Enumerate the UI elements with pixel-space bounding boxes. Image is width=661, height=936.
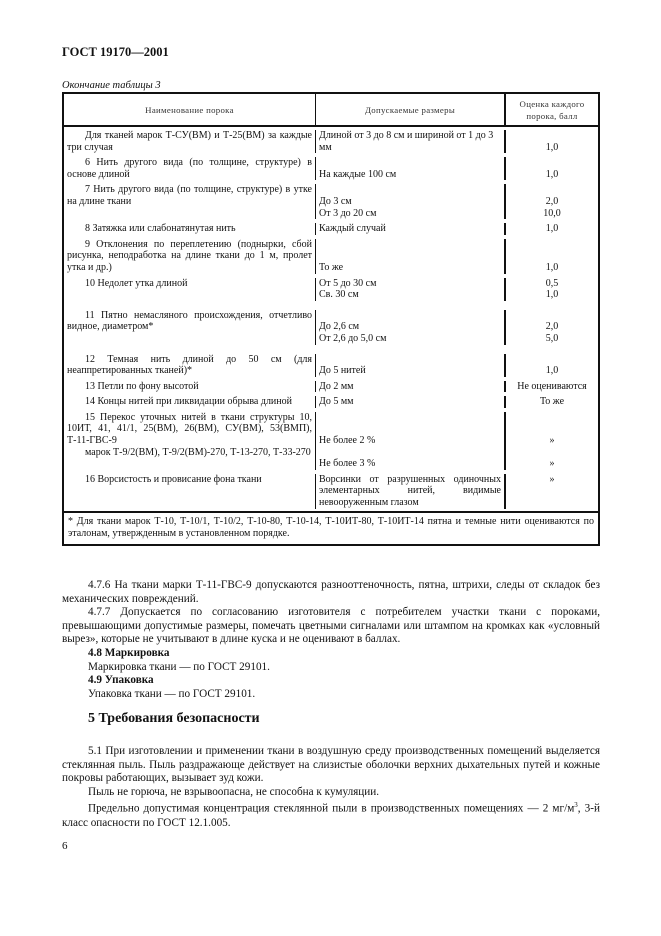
allowed-size: Св. 30 см <box>319 289 359 301</box>
table-row <box>64 235 598 274</box>
section-5-title: 5 Требования безопасности <box>88 711 260 726</box>
allowed-size: Не более 2 % <box>319 435 376 447</box>
allowed-size: От 3 до 20 см <box>319 207 377 219</box>
score: 1,0 <box>545 261 559 273</box>
body-text-section-4 <box>62 579 600 701</box>
score: 2,0 <box>545 321 559 333</box>
score: 1,0 <box>545 168 559 180</box>
defect-name: 8 Затяжка или слабонатянутая нить <box>64 223 316 235</box>
table-row <box>64 470 598 511</box>
column-header-defect-name: Наименование порока <box>64 94 316 125</box>
table-row <box>64 127 598 153</box>
score: 5,0 <box>545 332 559 344</box>
defect-name: 14 Концы нитей при ликвидации обрыва длиной <box>64 396 316 408</box>
defect-name: 9 Отклонения по переплетению (поднырки, сбой рисунка, неподработка на длине ткани до 1 м, пролет утка и др.) <box>64 239 316 274</box>
allowed-size: До 3 см <box>319 195 352 207</box>
table-footnote: * Для ткани марок Т-10, Т-10/1, Т-10/2, Т-10-80, Т-10-14, Т-10ИТ-80, Т-10ИТ-14 пятна и темные нити оцениваются по эталонам, утвержденным в установленном порядке. <box>64 511 598 544</box>
table-body <box>64 127 598 511</box>
paragraph-4-8: Маркировка ткани — по ГОСТ 29101. <box>88 660 270 673</box>
table-row <box>64 180 598 219</box>
allowed-size: От 2,6 до 5,0 см <box>319 332 387 344</box>
score: 1,0 <box>545 289 559 301</box>
paragraph-4-7-6: 4.7.6 На ткани марки Т-11-ГВС-9 допускаются разнооттеночность, пятна, штрихи, следы от складок без механических повреждений. <box>62 579 600 605</box>
table-row <box>64 153 598 180</box>
defects-table <box>62 92 600 546</box>
heading-4-9: 4.9 Упаковка <box>88 674 154 687</box>
defect-name: 7 Нить другого вида (по толщине, структуре) в утке на длине ткани <box>64 184 316 219</box>
heading-4-8: 4.8 Маркировка <box>88 646 170 659</box>
table-row <box>64 392 598 408</box>
score: 1,0 <box>545 365 559 377</box>
defect-name: 16 Ворсистость и провисание фона ткани <box>64 474 316 509</box>
table-row <box>64 301 598 345</box>
defect-name: 10 Недолет утка длиной <box>64 278 316 301</box>
allowed-size: Длиной от 3 до 8 см и шириной от 1 до 3 мм <box>316 130 506 153</box>
table-row <box>64 408 598 470</box>
score: 1,0 <box>545 223 559 235</box>
defect-name: Для тканей марок Т-СУ(ВМ) и Т-25(ВМ) за каждые три случая <box>64 130 316 153</box>
allowed-size: До 2,6 см <box>319 321 360 333</box>
body-text-section-5 <box>62 745 600 830</box>
allowed-size: Не более 3 % <box>319 458 376 470</box>
allowed-size: До 5 мм <box>316 396 506 408</box>
allowed-size: То же <box>319 261 344 273</box>
allowed-size: До 2 мм <box>316 381 506 393</box>
defect-name: 12 Темная нить длиной до 50 см (для неаппретированных тканей)* <box>64 354 316 377</box>
paragraph-5-2: Пыль не горюча, не взрывоопасна, не способна к кумуляции. <box>88 785 380 798</box>
paragraph-4-7-7: 4.7.7 Допускается по согласованию изготовителя с потребителем участки ткани с пороками, превышающими допустимые размеры, помечать цветными сигналами или штампом на кромках как «условный вырез», которые не учитывают в длине куска и не оценивают в баллах. <box>62 606 600 646</box>
score: Не оцениваются <box>517 380 587 392</box>
score: » <box>549 473 555 485</box>
defect-name-continued: марок Т-9/2(ВМ), Т-9/2(ВМ)-270, Т-13-270, Т-33-270 <box>85 446 311 458</box>
table-row <box>64 377 598 393</box>
column-header-allowed-sizes: Допускаемые размеры <box>316 94 506 125</box>
table-header <box>64 94 598 127</box>
score: 10,0 <box>543 207 561 219</box>
defect-name: 6 Нить другого вида (по толщине, структуре) в основе длиной <box>64 157 316 180</box>
paragraph-5-3: Предельно допустимая концентрация стеклянной пыли в производственных помещениях — 2 $мг/м^3$, 3-й класс опасности по ГОСТ 12.1.005. <box>62 801 600 829</box>
table-row <box>64 219 598 235</box>
paragraph-5-1: 5.1 При изготовлении и применении ткани в воздушную среду производственных помещений выделяется стеклянная пыль. Пыль раздражающе действует на слизистые оболочки верхних дыхательных путей и кожные покровы работающих, вызывает зуд кожи. <box>62 745 600 785</box>
score: То же <box>539 396 565 408</box>
score: » <box>549 458 555 470</box>
table-caption: Окончание таблицы 3 <box>62 80 161 91</box>
allowed-size: Ворсинки от разрушенных одиночных элементарных нитей, видимые невооруженным глазом <box>316 474 506 509</box>
score: » <box>549 435 555 447</box>
column-header-score: Оценка каждого порока, балл <box>519 98 585 121</box>
defect-name: 13 Петли по фону высотой <box>64 381 316 393</box>
table-row <box>64 345 598 377</box>
defect-name: 11 Пятно немасляного происхождения, отчетливо видное, диаметром* <box>64 310 316 345</box>
page-number: 6 <box>62 840 68 852</box>
allowed-size: От 5 до 30 см <box>319 277 377 289</box>
table-row <box>64 274 598 301</box>
defect-name: 15 Перекос уточных нитей в ткани структуры 10, 10ИТ, 41, 41/1, 25(ВМ), 26(ВМ), СУ(ВМ), 53(ВМП), Т-11-ГВС-9 <box>67 411 312 447</box>
score: 1,0 <box>545 141 559 153</box>
paragraph-4-9: Упаковка ткани — по ГОСТ 29101. <box>88 687 256 700</box>
score: 2,0 <box>545 195 559 207</box>
score: 0,5 <box>545 277 559 289</box>
document-code: ГОСТ 19170—2001 <box>62 45 169 59</box>
allowed-size: Каждый случай <box>316 223 506 235</box>
allowed-size: До 5 нитей <box>319 365 366 377</box>
allowed-size: На каждые 100 см <box>319 168 397 180</box>
